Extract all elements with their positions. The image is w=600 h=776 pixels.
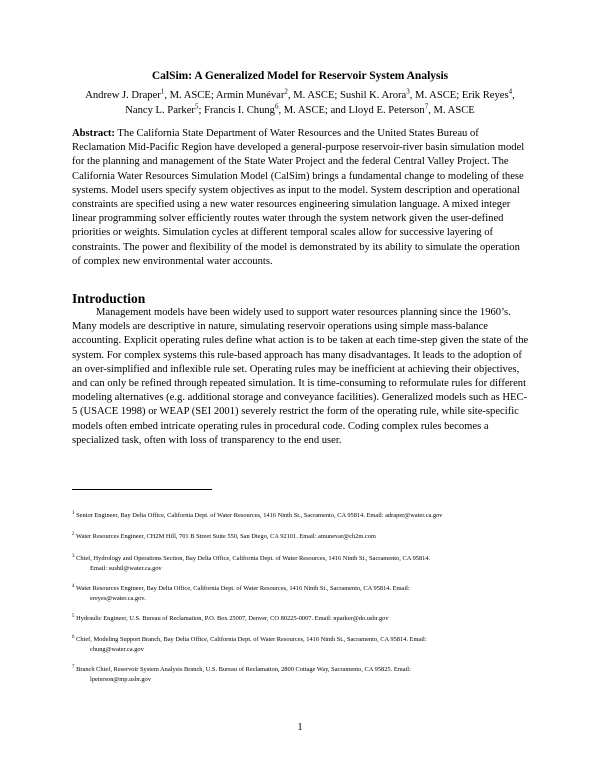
footnote-text: Senior Engineer, Bay Delta Office, California Dept. of Water Resources, 1416 Ninth St., Sacramento, CA 95814. Email: adraper@water.ca.gov [76, 512, 443, 519]
author-separator: , M. ASCE; [287, 90, 341, 101]
author-footnote-marker: 1 [160, 87, 165, 96]
author-footnote-marker: 6 [274, 102, 279, 111]
footnote [72, 614, 530, 624]
author-list [80, 88, 520, 118]
footnote-number: 7 [72, 664, 75, 670]
footnote-text: Water Resources Engineer, Bay Delta Office, California Dept. of Water Resources, 1416 Ninth St., Sacramento, CA 95814. Email: [75, 585, 410, 592]
footnote [72, 511, 530, 521]
author: Nancy L. Parker [125, 105, 195, 116]
author-separator: , [512, 90, 515, 101]
author-separator: , M. ASCE [428, 105, 475, 116]
author-footnote-marker: 3 [406, 87, 410, 96]
footnote [72, 532, 530, 542]
abstract-label: Abstract: [72, 128, 115, 139]
footnote-text: Branch Chief, Reservoir System Analysis Branch, U.S. Bureau of Reclamation, 2800 Cottage Way, Sacramento, CA 95825. Email: [76, 666, 411, 673]
author-footnote-marker: 5 [194, 102, 199, 111]
footnote-text-continued: Email: sushil@water.ca.gov [90, 564, 162, 572]
author: Armin Munévar [215, 90, 285, 101]
author-footnote-marker: 4 [508, 87, 513, 96]
author-footnote-marker: 2 [284, 87, 288, 96]
footnote-text-continued: ereyes@water.ca.gov. [90, 594, 146, 602]
author: Andrew J. Draper [85, 90, 161, 101]
footnote-number: 2 [72, 531, 75, 537]
footnote-text: Water Resources Engineer, CH2M Hill, 701 B Street Suite 550, San Diego, CA 92101. Email: amunevar@ch2m.com [75, 533, 376, 540]
footnote-text-continued: chung@water.ca.gov [90, 645, 144, 653]
author: Francis I. Chung [204, 105, 275, 116]
author-separator: , M. ASCE; [409, 90, 462, 101]
footnote-text: Chief, Hydrology and Operations Section, Bay Delta Office, California Dept. of Water Resources, 1416 Ninth St., Sacramento, CA 95814. [76, 555, 431, 562]
footnote-text: Hydraulic Engineer, U.S. Bureau of Reclamation, P.O. Box 25007, Denver, CO 80225-0007. Email: nparker@do.usbr.gov [76, 615, 389, 622]
footnote [72, 635, 530, 655]
author-separator: ; [198, 105, 205, 116]
author-separator: , M. ASCE; [164, 90, 216, 101]
footnote-text: Chief, Modeling Support Branch, Bay Delta Office, California Dept. of Water Resources, 1416 Ninth St., Sacramento, CA 95814. Email: [76, 636, 427, 643]
author-separator: , M. ASCE; and [278, 105, 349, 116]
author: Sushil K. Arora [340, 90, 407, 101]
footnote-separator [72, 489, 212, 490]
abstract-text: The California State Department of Water Resources and the United States Bureau of Reclamation Mid-Pacific Region have developed a general-purpose reservoir-river basin simulation model for the planning and management of the State Water Project and the federal Central Valley Project. The California Water Resources Simulation Model (CalSim) brings a fundamental change to modeling of these systems. Model users specify system objectives as input to the model. System description and operational constraints are specified using a new water resources engineering simulation language. A mixed integer linear programming solver efficiently routes water through the system network given the user-defined priorities or weights. Simulation cycles at different temporal scales allow for successive layering of constraints. The power and flexibility of the model is demonstrated by its ability to simulate the operation of complex new environmental water accounts. [72, 128, 525, 267]
footnote [72, 584, 530, 604]
section-heading-introduction: Introduction [72, 291, 146, 306]
footnote-number: 6 [72, 634, 75, 640]
author-footnote-marker: 7 [424, 102, 429, 111]
introduction-paragraph: Management models have been widely used to support water resources planning since the 1960’s. Many models are descriptive in nature, simulating reservoir operations using simple mass-balance accounting. Explicit operating rules define what action is to be taken at each time-step given the state of the system. For complex systems this rule-based approach has many disadvantages. It leads to the adoption of an over-simplified and inflexible rule set. Operating rules may be inefficient at achieving their objectives, and can only be refined through repeated simulation. It is time-consuming to reformulate rules for different modeling alternatives (e.g. additional storage and conveyance facilities). Generalized models such as HEC-5 (USACE 1998) or WEAP (SEI 2001) severely restrict the form of the operating rule, while site-specific models often embed intricate operating rules in procedural code. Coding complex rules becomes a specialized task, often with loss of transparency to the end user. [72, 307, 529, 446]
paper-title: CalSim: A Generalized Model for Reservoir System Analysis [151, 70, 449, 82]
footnote [72, 554, 530, 574]
abstract [72, 127, 529, 269]
footnote-number: 3 [72, 553, 75, 559]
footnote [72, 665, 530, 685]
footnote-number: 5 [72, 613, 75, 619]
footnote-number: 4 [72, 583, 75, 589]
footnote-text-continued: lpeterson@mp.usbr.gov [90, 675, 151, 683]
page-number: 1 [297, 722, 303, 733]
footnote-number: 1 [72, 510, 75, 516]
author: Lloyd E. Peterson [348, 105, 425, 116]
author: Erik Reyes [461, 90, 509, 101]
